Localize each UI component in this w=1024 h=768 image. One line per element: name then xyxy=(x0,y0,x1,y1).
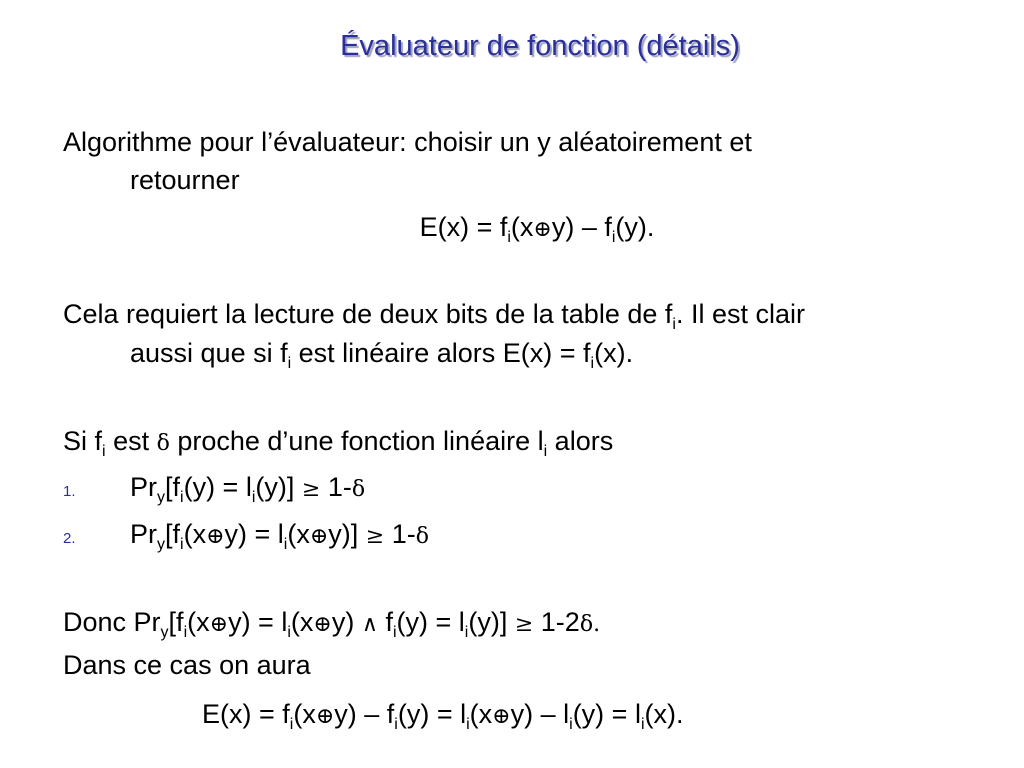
frag: f xyxy=(377,607,393,637)
sub: i xyxy=(392,624,397,641)
frag: y)] xyxy=(328,519,366,549)
sub: i xyxy=(543,443,548,460)
list-item-2 xyxy=(130,517,1024,554)
para4-line2-text: Dans ce cas on aura xyxy=(63,650,311,680)
frag: (x xyxy=(293,699,316,729)
sub: i xyxy=(640,716,645,733)
sub: i xyxy=(466,716,470,733)
frag: y) xyxy=(331,607,362,637)
frag: y) = l xyxy=(224,519,284,549)
frag: (x xyxy=(290,607,314,637)
sub: y xyxy=(160,624,169,641)
sub: y xyxy=(157,489,165,506)
list-number-2: 2. xyxy=(63,530,76,547)
frag: (x xyxy=(469,699,493,729)
frag: 1- xyxy=(320,472,352,502)
slide-title-text: Évaluateur de fonction (détails) xyxy=(340,30,740,62)
frag: (x). xyxy=(594,338,634,368)
para1-line2-text: retourner xyxy=(130,165,240,195)
sub: i xyxy=(287,355,292,372)
frag: alors xyxy=(547,426,614,456)
geq-symbol: ≥ xyxy=(365,524,385,549)
list-number-1: 1. xyxy=(63,483,76,500)
frag: (x xyxy=(183,519,207,549)
frag: y) = l xyxy=(228,607,288,637)
xor-symbol: ⊕ xyxy=(315,704,335,729)
delta-symbol: δ xyxy=(351,477,366,502)
sub: i xyxy=(672,316,676,333)
delta-symbol: δ xyxy=(156,431,170,456)
and-symbol: ∧ xyxy=(361,612,378,637)
sub: i xyxy=(180,536,184,553)
frag: y) – f xyxy=(551,212,612,242)
frag: (y) = l xyxy=(572,699,641,729)
xor-symbol: ⊕ xyxy=(313,612,332,637)
list-item-1 xyxy=(130,470,1024,507)
frag: Donc Pr xyxy=(63,607,161,637)
frag: (x). xyxy=(644,699,684,729)
xor-symbol: ⊕ xyxy=(533,217,552,242)
frag: Si f xyxy=(63,426,103,456)
para3-line1 xyxy=(63,424,1024,461)
geq-symbol: ≥ xyxy=(301,477,321,502)
frag: 1- xyxy=(384,519,416,549)
frag: aussi que si f xyxy=(130,338,288,368)
frag: 1-2 xyxy=(533,607,580,637)
frag: (y) = l xyxy=(396,607,465,637)
sub: i xyxy=(287,624,291,641)
sub: i xyxy=(289,716,294,733)
frag: [f xyxy=(165,519,181,549)
frag: [f xyxy=(165,472,181,502)
frag: (y) = l xyxy=(397,699,467,729)
frag: . xyxy=(593,612,601,637)
sub: i xyxy=(102,443,106,460)
geq-symbol: ≥ xyxy=(514,612,534,637)
frag: (x xyxy=(510,212,534,242)
frag: est xyxy=(105,426,157,456)
sub: y xyxy=(157,536,165,553)
xor-symbol: ⊕ xyxy=(492,704,511,729)
frag: proche d’une fonction linéaire l xyxy=(169,426,544,456)
delta-symbol: δ xyxy=(579,612,594,637)
frag: Cela requiert la lecture de deux bits de la table de f xyxy=(63,299,673,329)
delta-symbol: δ xyxy=(415,524,429,549)
para4-line1 xyxy=(63,605,1024,642)
frag: (y)] xyxy=(468,607,515,637)
para1-formula xyxy=(0,210,1024,247)
frag: (y). xyxy=(615,212,655,242)
sub: i xyxy=(180,489,184,506)
sub: i xyxy=(569,716,573,733)
frag: [f xyxy=(168,607,184,637)
para4-line2 xyxy=(63,648,1024,682)
frag: (x xyxy=(187,607,210,637)
frag: y) – f xyxy=(334,699,395,729)
frag: E(x) = f xyxy=(202,699,290,729)
para1-line1 xyxy=(63,125,1024,159)
sub: i xyxy=(611,229,616,246)
para1-line1-text: Algorithme pour l’évaluateur: choisir un y aléatoirement et xyxy=(63,127,752,157)
xor-symbol: ⊕ xyxy=(309,524,329,549)
sub: i xyxy=(283,536,288,553)
frag: . Il est clair xyxy=(675,299,805,329)
frag: (y)] xyxy=(255,472,302,502)
para4-formula xyxy=(202,697,1024,734)
slide-title xyxy=(0,30,1024,63)
frag: (y) = l xyxy=(183,472,252,502)
sub: i xyxy=(251,489,256,506)
sub: i xyxy=(394,716,398,733)
frag: E(x) = f xyxy=(419,212,508,242)
para2-line1 xyxy=(63,297,1024,331)
para2-line2 xyxy=(130,336,1024,370)
frag: y) – l xyxy=(510,699,570,729)
para1-line2 xyxy=(130,163,1024,197)
xor-symbol: ⊕ xyxy=(206,524,225,549)
xor-symbol: ⊕ xyxy=(209,612,229,637)
frag: (x xyxy=(287,519,310,549)
frag: est linéaire alors E(x) = f xyxy=(291,338,591,368)
sub: i xyxy=(507,229,511,246)
frag: Pr xyxy=(130,472,157,502)
sub: i xyxy=(464,624,469,641)
sub: i xyxy=(590,355,595,372)
sub: i xyxy=(183,624,188,641)
frag: Pr xyxy=(130,519,157,549)
